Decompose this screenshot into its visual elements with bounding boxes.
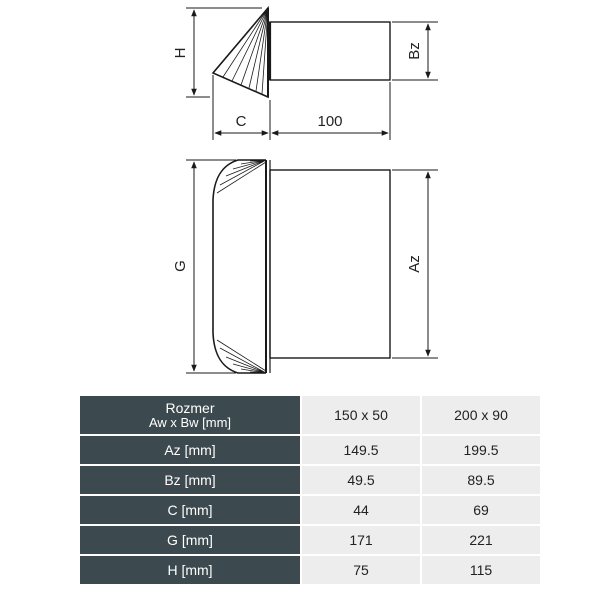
side-duct-body	[270, 22, 390, 80]
top-view	[213, 160, 390, 373]
row-label: C [mm]	[80, 496, 300, 524]
top-hood-shading-upper	[217, 160, 266, 193]
row-label: G [mm]	[80, 526, 300, 554]
dim-length-label: 100	[317, 113, 343, 130]
row-value: 149.5	[300, 436, 420, 464]
top-duct-body	[270, 170, 390, 358]
dim-az-label: Az	[406, 255, 423, 273]
dim-c-label: C	[235, 113, 247, 130]
row-value: 171	[300, 526, 420, 554]
row-value: 199.5	[420, 436, 540, 464]
table-row	[80, 466, 540, 494]
table-row	[80, 526, 540, 554]
dim-h	[186, 8, 262, 97]
table-row	[80, 436, 540, 464]
row-value: 75	[300, 556, 420, 584]
table-row	[80, 556, 540, 584]
table-row	[80, 496, 540, 524]
dim-g	[186, 160, 236, 373]
row-value: 115	[420, 556, 540, 584]
row-value: 89.5	[420, 466, 540, 494]
header-cell	[80, 396, 300, 434]
row-label: H [mm]	[80, 556, 300, 584]
top-hood	[213, 160, 266, 373]
row-value: 44	[300, 496, 420, 524]
row-value: 69	[420, 496, 540, 524]
row-value: 221	[420, 526, 540, 554]
dim-h-label: H	[172, 47, 189, 59]
header-subtitle: Aw x Bw [mm]	[148, 414, 232, 430]
size-header-2: 200 x 90	[420, 396, 540, 434]
dim-g-label: G	[172, 260, 189, 272]
row-label: Az [mm]	[80, 436, 300, 464]
dimension-table	[80, 394, 540, 586]
size-header-1: 150 x 50	[300, 396, 420, 434]
table-header-row	[80, 396, 540, 434]
top-hood-shading-lower	[217, 340, 266, 373]
row-label: Bz [mm]	[80, 466, 300, 494]
row-value: 49.5	[300, 466, 420, 494]
dim-bz-label: Bz	[406, 42, 423, 60]
side-view	[213, 8, 390, 97]
header-title: Rozmer	[165, 399, 215, 416]
